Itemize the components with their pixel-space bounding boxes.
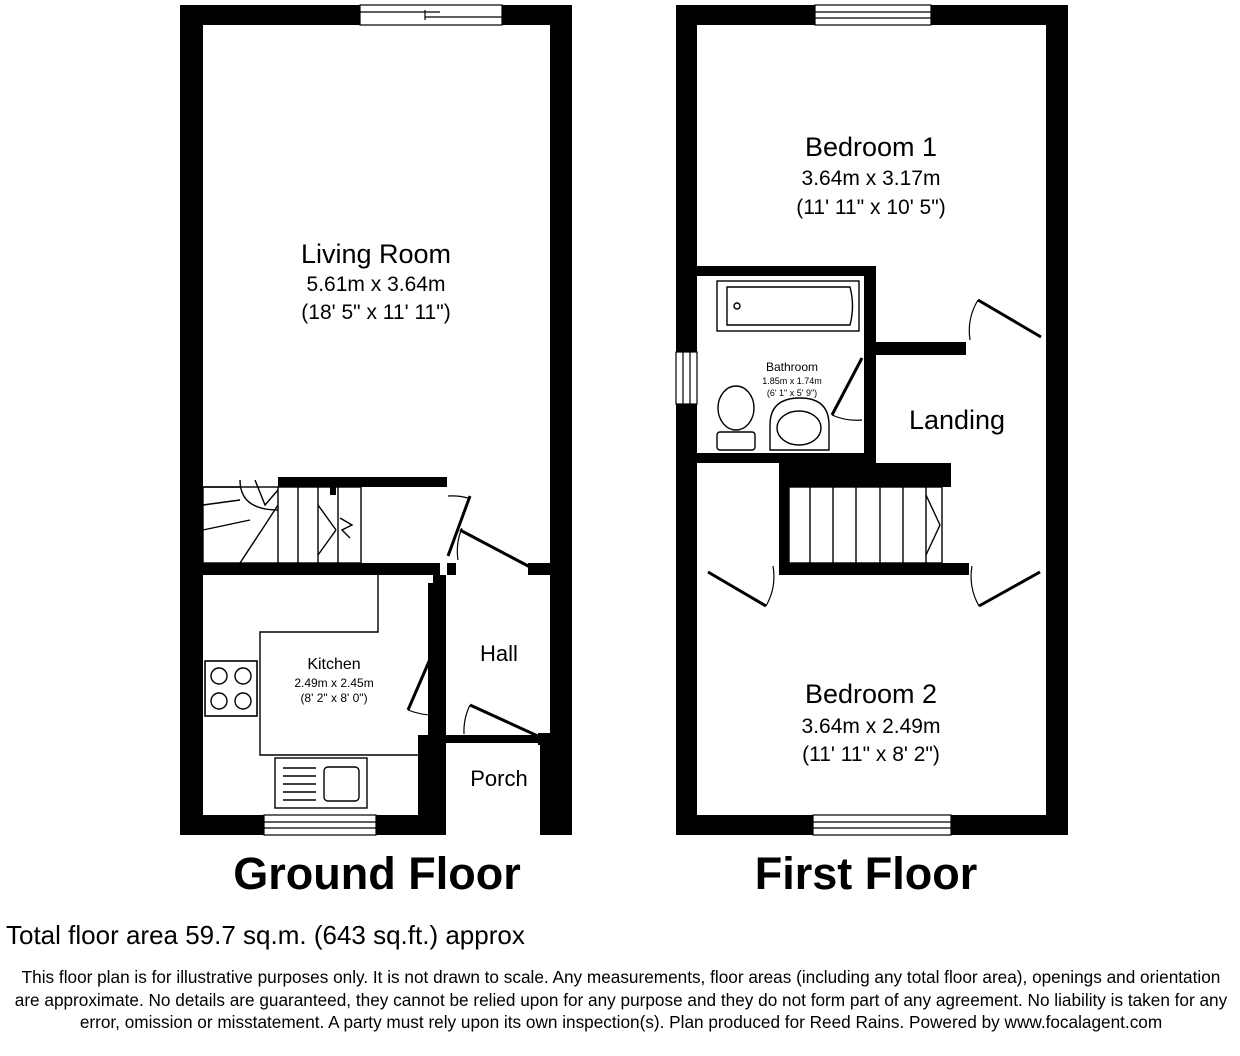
- kitchen-hall-wall: [433, 575, 446, 639]
- bedroom1-label: Bedroom 1: [804, 132, 938, 162]
- landing-label: Landing: [908, 405, 1006, 435]
- hall-label: Hall: [480, 641, 518, 666]
- bedroom2-label: Bedroom 2: [804, 679, 938, 709]
- living-room-label: Living Room: [300, 239, 452, 269]
- bedroom2-dims-m: 3.64m x 2.49m: [801, 715, 941, 738]
- bedroom2-dims-ft: (11' 11" x 8' 2"): [802, 743, 940, 766]
- bedroom1-dims-m: 3.64m x 3.17m: [801, 167, 941, 190]
- first-floor-plan: [676, 5, 1068, 899]
- kitchen-label: Kitchen: [307, 656, 361, 673]
- living-room-dims-m: 5.61m x 3.64m: [306, 273, 446, 296]
- disclaimer-text: This floor plan is for illustrative purposes only. It is not drawn to scale. Any measurements, floor areas (including any total floor area), openings and orientation are approximate. No details are guaranteed, they cannot be relied upon for any purpose and they do not form part of any agreement. No liability is taken for any error, omission or misstatement. A party must rely upon its own inspection(s). Plan produced for Reed Rains. Powered by www.focalagent.com: [14, 967, 1228, 1032]
- first-floor-title: First Floor: [754, 848, 978, 899]
- kitchen-dims-m: 2.49m x 2.45m: [294, 676, 374, 690]
- bathroom-dims-ft: (6' 1" x 5' 9"): [766, 388, 818, 398]
- ground-floor-title: Ground Floor: [233, 848, 521, 899]
- bedroom1-dims-ft: (11' 11" x 10' 5"): [796, 196, 946, 219]
- total-floor-area: Total floor area 59.7 sq.m. (643 sq.ft.) approx: [6, 920, 525, 950]
- bathroom-dims-m: 1.85m x 1.74m: [762, 376, 822, 386]
- stair-top-wall: [278, 477, 447, 487]
- kitchen-dims-ft: (8' 2" x 8' 0"): [300, 691, 368, 705]
- living-room-dims-ft: (18' 5" x 11' 11"): [301, 301, 451, 324]
- bathroom-label: Bathroom: [765, 360, 819, 374]
- ground-floor-plan: [180, 5, 572, 899]
- porch-label: Porch: [470, 766, 528, 791]
